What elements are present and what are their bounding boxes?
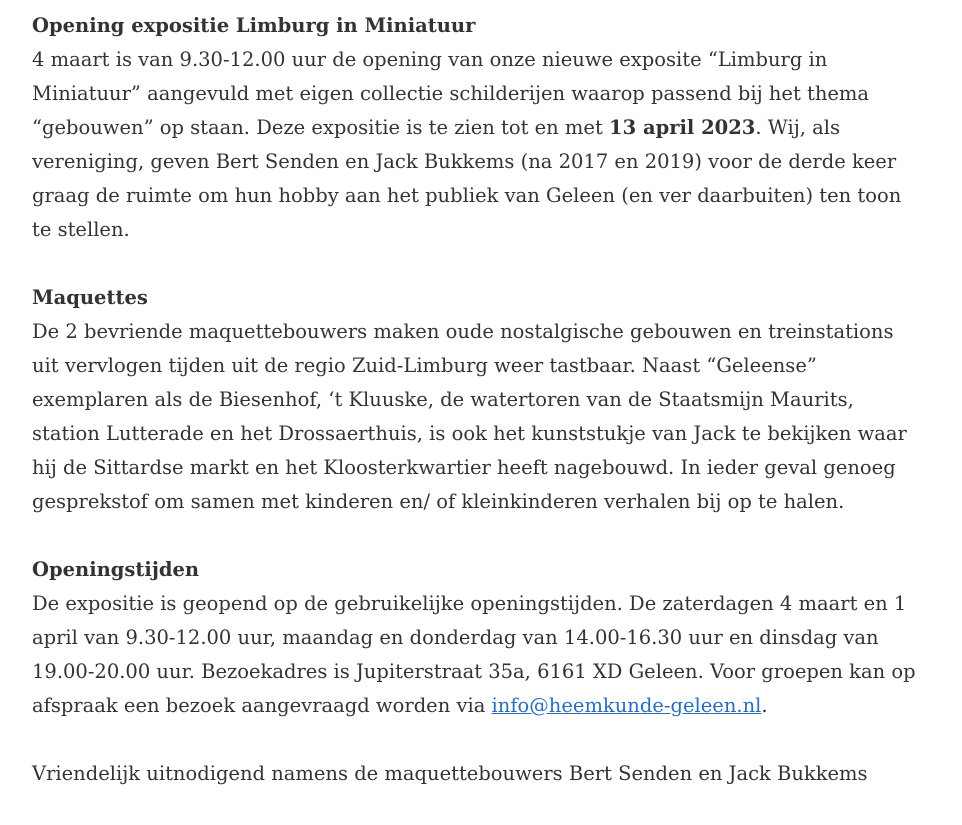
section-closing <box>32 757 937 791</box>
paragraph-line: vereniging, geven Bert Senden en Jack Bukkems (na 2017 en 2019) voor de derde keer <box>32 150 897 173</box>
paragraph-line: hij de Sittardse markt en het Kloosterkwartier heeft nagebouwd. In ieder geval genoeg <box>32 456 896 479</box>
paragraph-closing <box>32 757 937 791</box>
closing-line: Vriendelijk uitnodigend namens de maquettebouwers Bert Senden en Jack Bukkems <box>32 762 868 785</box>
paragraph-line: Miniatuur” aangevuld met eigen collectie schilderijen waarop passend bij het thema <box>32 82 870 105</box>
paragraph-text: “gebouwen” op staan. Deze expositie is te zien tot en met <box>32 116 610 139</box>
paragraph-line: De expositie is geopend op de gebruikelijke openingstijden. De zaterdagen 4 maart en 1 <box>32 592 907 615</box>
email-link[interactable]: info@heemkunde-geleen.nl <box>491 694 762 717</box>
paragraph-text: afspraak een bezoek aangevraagd worden via <box>32 694 492 717</box>
paragraph-line: uit vervlogen tijden uit de regio Zuid-Limburg weer tastbaar. Naast “Geleense” <box>32 354 817 377</box>
paragraph-line: april van 9.30-12.00 uur, maandag en donderdag van 14.00-16.30 uur en dinsdag van <box>32 626 879 649</box>
paragraph-line <box>32 689 937 723</box>
article-body <box>32 9 937 825</box>
section-heading-maquettes: Maquettes <box>32 286 148 309</box>
section-heading-hours: Openingstijden <box>32 558 200 581</box>
paragraph-line: De 2 bevriende maquettebouwers maken oude nostalgische gebouwen en treinstations <box>32 320 894 343</box>
paragraph-line: station Lutterade en het Drossaerthuis, is ook het kunststukje van Jack te bekijken waar <box>32 422 907 445</box>
paragraph-text: . <box>761 694 768 717</box>
paragraph-maquettes <box>32 315 937 519</box>
paragraph-text: . Wij, als <box>755 116 841 139</box>
paragraph-line <box>32 111 937 145</box>
paragraph-line: te stellen. <box>32 218 130 241</box>
paragraph-line: exemplaren als de Biesenhof, ‘t Kluuske, de watertoren van de Staatsmijn Maurits, <box>32 388 854 411</box>
section-hours <box>32 553 937 723</box>
paragraph-opening <box>32 43 937 247</box>
end-date-bold: 13 april 2023 <box>609 116 756 139</box>
section-heading-opening: Opening expositie Limburg in Miniatuur <box>32 14 476 37</box>
paragraph-hours <box>32 587 937 723</box>
paragraph-line: 4 maart is van 9.30-12.00 uur de opening van onze nieuwe exposite “Limburg in <box>32 48 828 71</box>
paragraph-line: gesprekstof om samen met kinderen en/ of kleinkinderen verhalen bij op te halen. <box>32 490 845 513</box>
section-maquettes <box>32 281 937 519</box>
paragraph-line: graag de ruimte om hun hobby aan het publiek van Geleen (en ver daarbuiten) ten toon <box>32 184 902 207</box>
paragraph-line: 19.00-20.00 uur. Bezoekadres is Jupiterstraat 35a, 6161 XD Geleen. Voor groepen kan op <box>32 660 916 683</box>
section-opening <box>32 9 937 247</box>
